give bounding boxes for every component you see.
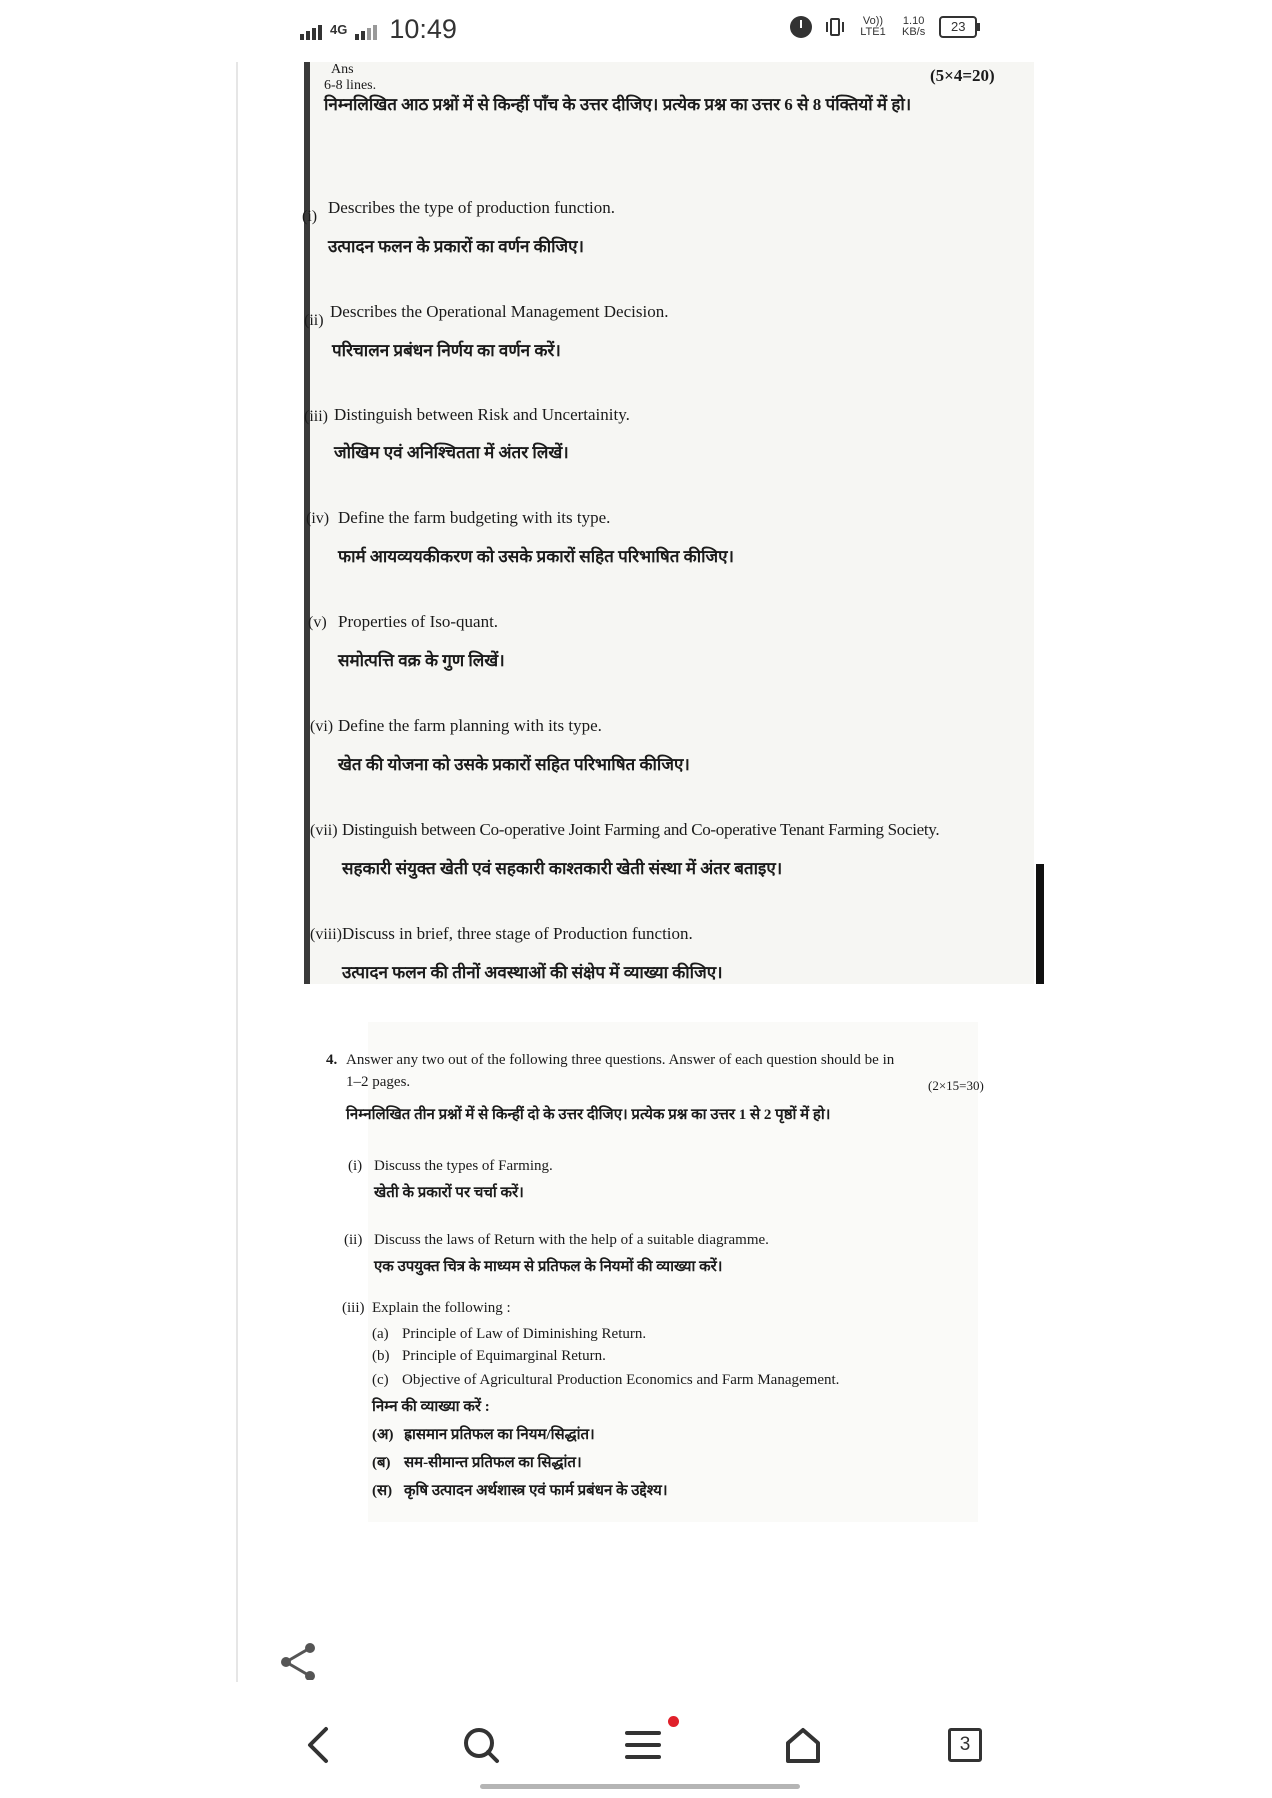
document-viewer[interactable]: [238, 62, 1046, 1677]
back-icon: [304, 1725, 334, 1765]
q4-instruction-hi: निम्नलिखित तीन प्रश्नों में से किन्हीं दो के उत्तर दीजिए। प्रत्येक प्रश्न का उत्तर 1 से 2 पृष्ठों में हो।: [346, 1107, 831, 1123]
q4-subpart-text: Principle of Equimarginal Return.: [402, 1348, 606, 1364]
signal-icon-2: [355, 20, 377, 40]
q3-number: (iv): [306, 510, 330, 527]
q4-subpart-label: (c): [372, 1372, 389, 1388]
q4-sub-number: (i): [348, 1158, 363, 1174]
q4-subpart-text: Principle of Law of Diminishing Return.: [402, 1326, 647, 1342]
q3-text-en: Distinguish between Co-operative Joint Farming and Co-operative Tenant Farming Society.: [342, 820, 940, 839]
q3-text-en: Describes the type of production function.: [328, 198, 616, 217]
q4-subpart-label: (b): [372, 1348, 390, 1364]
q4-sub-text-hi: निम्न की व्याख्या करें :: [372, 1399, 490, 1415]
q4-subpart-label-hi: (स): [372, 1483, 393, 1499]
q3-number: (i): [302, 208, 318, 225]
q3-text-en: Discuss in brief, three stage of Production function.: [342, 924, 693, 943]
network-speed: [902, 16, 925, 38]
q3-text-en: Distinguish between Risk and Uncertainity.: [334, 405, 630, 424]
home-icon: [783, 1725, 823, 1765]
q4-pages: 1–2 pages.: [346, 1074, 411, 1090]
q3-text-en: Properties of Iso-quant.: [338, 612, 499, 631]
status-left: [300, 14, 457, 45]
status-right: [790, 16, 977, 38]
alarm-icon: [790, 16, 812, 38]
q4-instruction-en: Answer any two out of the following three questions. Answer of each question should be in: [346, 1052, 895, 1068]
q4-subpart-text-hi: ह्रासमान प्रतिफल का नियम/सिद्धांत।: [404, 1427, 595, 1443]
q3-text-hi: फार्म आयव्ययकीकरण को उसके प्रकारों सहित परिभाषित कीजिए।: [338, 547, 734, 566]
q4-number: 4.: [326, 1052, 338, 1068]
page-shadow-edge: [1036, 864, 1044, 984]
clock: 10:49: [389, 14, 457, 44]
q3-number: (iii): [304, 408, 328, 425]
network-speed-unit: KB/s: [902, 26, 926, 38]
q3-text-en: Describes the Operational Management Decision.: [330, 302, 669, 321]
q4-subpart-label-hi: (अ): [372, 1427, 394, 1443]
q3-text-hi: उत्पादन फलन के प्रकारों का वर्णन कीजिए।: [328, 237, 584, 256]
answer-note: Ans: [331, 62, 354, 77]
q4-subpart-label-hi: (ब): [372, 1455, 391, 1471]
battery-icon: 23: [939, 16, 977, 38]
q3-text-hi: सहकारी संयुक्त खेती एवं सहकारी काश्तकारी खेती संस्था में अंतर बताइए।: [342, 859, 783, 878]
back-button[interactable]: [294, 1720, 344, 1770]
share-icon[interactable]: [276, 1640, 320, 1684]
home-indicator[interactable]: [480, 1784, 800, 1789]
q4-sub-text-en: Discuss the laws of Return with the help of a suitable diagramme.: [374, 1232, 769, 1248]
tabs-button[interactable]: [940, 1720, 990, 1770]
q4-sub-number: (iii): [342, 1300, 365, 1316]
q3-text-hi: परिचालन प्रबंधन निर्णय का वर्णन करें।: [332, 341, 561, 360]
q3-number: (v): [308, 614, 327, 631]
q3-text-hi: जोखिम एवं अनिश्चितता में अंतर लिखें।: [334, 443, 569, 462]
menu-icon: [623, 1727, 663, 1763]
section3-instruction-hi: निम्नलिखित आठ प्रश्नों में से किन्हीं पाँच के उत्तर दीजिए। प्रत्येक प्रश्न का उत्तर 6 से 8 पंक्तियों में हो।: [324, 95, 912, 114]
q4-sub-text-en: Explain the following :: [372, 1300, 511, 1316]
network-speed-value: 1.10: [902, 15, 925, 27]
q4-sub-number: (ii): [344, 1232, 363, 1248]
q3-number: (vii): [310, 822, 338, 839]
q3-text-hi: खेत की योजना को उसके प्रकारों सहित परिभाषित कीजिए।: [338, 755, 690, 774]
q4-sub-text-en: Discuss the types of Farming.: [374, 1158, 553, 1174]
q4-subpart-label: (a): [372, 1326, 389, 1342]
notification-dot: [668, 1716, 679, 1727]
network-type: 4G: [330, 21, 348, 37]
q3-number: (ii): [304, 312, 324, 329]
q3-text-hi: उत्पादन फलन की तीनों अवस्थाओं की संक्षेप में व्याख्या कीजिए।: [342, 963, 723, 982]
search-button[interactable]: [456, 1720, 506, 1770]
document-page: [238, 62, 1046, 1677]
search-icon: [461, 1725, 501, 1765]
q3-number: (viii): [310, 926, 342, 943]
vibrate-icon: [826, 18, 844, 36]
lines-note: 6-8 lines.: [324, 78, 377, 93]
q4-sub-text-hi: खेती के प्रकारों पर चर्चा करें।: [374, 1185, 524, 1201]
bottom-nav-bar: [238, 1680, 1046, 1798]
q4-subpart-text-hi: सम-सीमान्त प्रतिफल का सिद्धांत।: [404, 1455, 582, 1471]
q3-text-en: Define the farm planning with its type.: [338, 716, 602, 735]
q3-number: (vi): [310, 718, 334, 735]
q3-text-en: Define the farm budgeting with its type.: [338, 508, 611, 527]
home-button[interactable]: [778, 1720, 828, 1770]
menu-button[interactable]: [618, 1720, 668, 1770]
tabs-icon: 3: [948, 1728, 982, 1762]
q4-sub-text-hi: एक उपयुक्त चित्र के माध्यम से प्रतिफल के नियमों की व्याख्या करें।: [374, 1259, 723, 1275]
q4-subpart-text: Objective of Agricultural Production Economics and Farm Management.: [402, 1372, 840, 1388]
q4-marks: (2×15=30): [928, 1078, 984, 1093]
status-bar: [0, 0, 1272, 62]
signal-icon: [300, 20, 322, 40]
volte-indicator: Vo)) LTE1: [860, 15, 886, 38]
q4-subpart-text-hi: कृषि उत्पादन अर्थशास्त्र एवं फार्म प्रबंधन के उद्देश्य।: [404, 1483, 668, 1499]
q3-text-hi: समोत्पत्ति वक्र के गुण लिखें।: [338, 651, 505, 670]
section3-marks: (5×4=20): [930, 66, 995, 85]
